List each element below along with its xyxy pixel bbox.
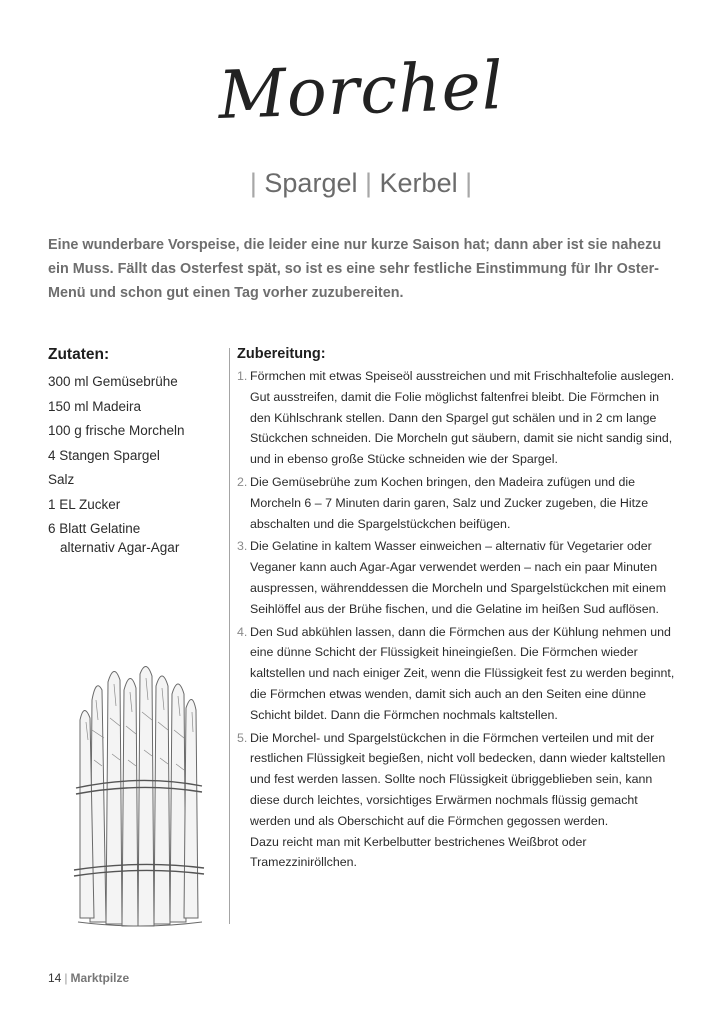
ingredients-section [48,346,218,557]
preparation-section [237,346,677,873]
ingredients-list [48,370,218,557]
step-text: Förmchen mit etwas Speiseöl ausstreichen und mit Frischhaltefolie auslegen. Gut ausstreifen, damit die Folie möglichst faltenfrei bleibt. Die Förmchen in den Kühlschrank stellen. Dann den Spargel gut schälen und in 2 cm lange Stückchen schneiden. Die Morcheln gut säubern, damit sie nicht sandig sind, und in ebenso große Stücke schneiden wie der Spargel. [250,369,675,467]
column-divider [229,348,230,924]
ingredient-item: 4 Stangen Spargel [48,447,160,463]
ingredient-item: 100 g frische Morcheln [48,423,185,438]
footer-separator: | [64,971,68,985]
preparation-step [237,472,677,534]
step-number: 2. [237,474,248,489]
preparation-heading: Zubereitung: [237,346,326,362]
preparation-step [237,728,677,832]
recipe-subtitle [0,168,722,199]
ingredient-item [48,517,218,557]
subtitle-item-spargel: Spargel [264,168,358,198]
step-text: Den Sud abkühlen lassen, dann die Förmchen aus der Kühlung nehmen und eine dünne Schicht der Flüssigkeit hineingießen. Die Förmchen wieder kaltstellen und nach einiger Zeit, wenn die Flüssigkeit fest zu werden beginnt, die Förmchen etwas wenden, damit sich auch an den Seiten eine dünne Schicht bildet. Dann die Förmchen nochmals kaltstellen. [250,624,675,722]
subtitle-separator: | [465,168,473,198]
intro-paragraph: Eine wunderbare Vorspeise, die leider eine nur kurze Saison hat; dann aber ist sie nahezu ein Muss. Fällt das Osterfest spät, so ist es eine sehr festliche Einstimmung für Ihr Oster-Menü und schon gut einen Tag vorher zuzubereiten. [48,237,662,301]
ingredient-item: 1 EL Zucker [48,496,121,512]
step-number: 5. [237,730,248,745]
step-text: Die Gemüsebrühe zum Kochen bringen, den Madeira zufügen und die Morcheln 6 – 7 Minuten darin garen, Salz und Zucker zugeben, die Hitze abschalten und die Spargelstückchen beifügen. [250,474,649,531]
step-text: Die Gelatine in kaltem Wasser einweichen – alternativ für Vegetarier oder Veganer kann auch Agar-Agar verwendet werden – nach ein paar Minuten auspressen, währenddessen die Morcheln und Spargelstückchen mit einem Seihlöffel aus der Brühe fischen, und die Gelatine im heißen Sud auflösen. [250,539,667,616]
section-name: Marktpilze [70,971,130,985]
preparation-step [237,622,677,726]
step-number: 3. [237,539,248,554]
preparation-step [237,536,677,619]
asparagus-bundle-illustration [62,660,220,932]
page-number: 14 [48,971,62,985]
subtitle-separator: | [249,168,257,198]
step-text: Die Morchel- und Spargelstückchen in die Förmchen verteilen und mit der restlichen Flüssigkeit begießen, nicht voll bedecken, dann wieder kaltstellen und fest werden lassen. Sollte noch Flüssigkeit übriggeblieben sein, kann diese durch leichtes, vorsichtiges Erwärmen nochmals flüssig gemacht werden und als Oberschicht auf die Förmchen gegossen werden. [250,730,666,828]
preparation-step [237,366,677,470]
page-footer [48,971,129,985]
ingredient-item: Salz [48,472,75,487]
ingredients-heading: Zutaten: [48,346,110,363]
subtitle-separator: | [365,168,373,198]
ingredient-item-text: 6 Blatt Gelatine [48,521,141,536]
ingredient-alternative: alternativ Agar-Agar [60,539,180,555]
serving-note: Dazu reicht man mit Kerbelbutter bestrichenes Weißbrot oder Tramezzinіröllchen. [250,834,587,870]
ingredient-item: 300 ml Gemüsebrühe [48,374,178,389]
ingredient-item: 150 ml Madeira [48,398,142,414]
preparation-steps [237,366,677,832]
recipe-title: Morchel [216,47,506,134]
step-number: 4. [237,624,248,639]
subtitle-item-kerbel: Kerbel [379,168,458,198]
step-number: 1. [237,369,248,383]
